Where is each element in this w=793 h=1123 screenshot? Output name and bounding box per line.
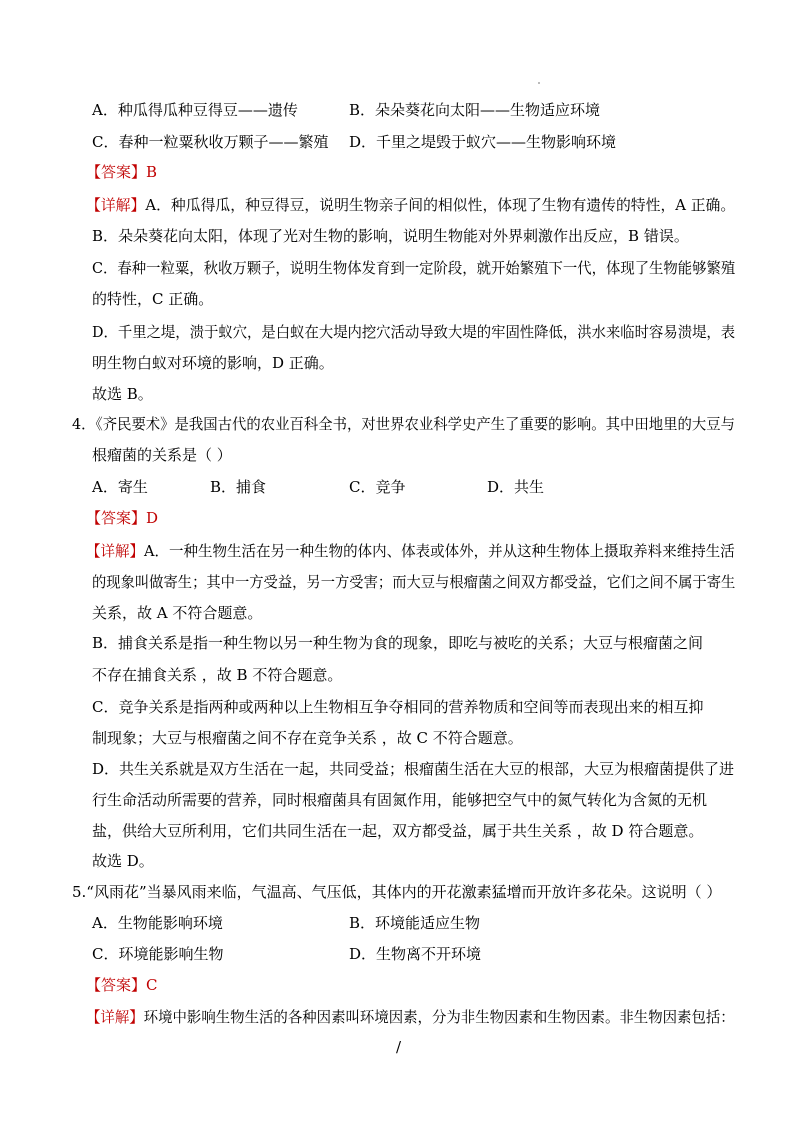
answer-label: 【答案】 — [86, 976, 147, 994]
q4-stem-line-1: 4．《齐民要术》是我国古代的农业百科全书，对世界农业科学史产生了重要的影响。其中田地里的大豆与 — [72, 415, 735, 433]
q5-stem: 5.“风雨花”当暴风雨来临，气温高、气压低，其体内的开花激素猛增而开放许多花朵。这说明（ ） — [72, 883, 722, 901]
q5-option-d: D．生物离不开环境 — [349, 945, 482, 963]
answer-value: C — [146, 976, 158, 994]
q4-explain-line-9: 行生命活动所需要的营养，同时根瘤菌具有固氮作用，能够把空气中的氮气转化为含氮的无机 — [92, 791, 708, 809]
q3-conclusion: 故选 B。 — [92, 385, 153, 403]
q3-option-c: C．春种一粒粟秋收万颗子——繁殖 — [92, 133, 329, 151]
q4-option-c: C．竞争 — [349, 478, 406, 496]
q3-explain-line-5: D．千里之堤，溃于蚁穴，是白蚁在大堤内挖穴活动导致大堤的牢固性降低，洪水来临时容易溃堤，表 — [92, 323, 736, 341]
q3-option-b: B．朵朵葵花向太阳——生物适应环境 — [349, 101, 601, 119]
q4-stem-line-2: 根瘤菌的关系是（ ） — [92, 446, 232, 464]
q3-explain-line-1 — [86, 195, 735, 215]
explain-text: A．种瓜得瓜，种豆得豆，说明生物亲子间的相似性，体现了生物有遗传的特性，A 正确。 — [145, 196, 736, 214]
q3-option-d: D．千里之堤毁于蚁穴——生物影响环境 — [349, 133, 617, 151]
q4-explain-line-5: 不存在捕食关系 ，故 B 不符合题意。 — [92, 666, 343, 684]
q3-option-a: A．种瓜得瓜种豆得豆——遗传 — [92, 101, 298, 119]
q4-explain-line-7: 制现象；大豆与根瘤菌之间不存在竞争关系 ，故 C 不符合题意。 — [92, 729, 523, 747]
explain-label: 【详解】 — [86, 196, 146, 214]
q5-option-b: B．环境能适应生物 — [349, 914, 481, 932]
q5-explain-line-1 — [86, 1007, 735, 1027]
explain-label: 【详解】 — [86, 542, 145, 560]
q4-option-b: B．捕食 — [210, 478, 267, 496]
q4-option-a: A．寄生 — [92, 478, 148, 496]
q3-explain-line-6: 明生物白蚁对环境的影响，D 正确。 — [92, 354, 334, 372]
q4-explain-line-1 — [86, 541, 735, 561]
q5-answer-line — [86, 975, 158, 995]
q4-explain-line-2: 的现象叫做寄生；其中一方受益，另一方受害；而大豆与根瘤菌之间双方都受益，它们之间不属于寄生 — [92, 573, 736, 591]
explain-label: 【详解】 — [86, 1008, 144, 1026]
answer-value: D — [146, 509, 159, 527]
q4-explain-line-8: D．共生关系就是双方生活在一起，共同受益；根瘤菌生活在大豆的根部，大豆为根瘤菌提供了进 — [92, 760, 735, 778]
q3-explain-line-3: C．春种一粒粟，秋收万颗子，说明生物体发育到一定阶段，就开始繁殖下一代，体现了生物能够繁殖 — [92, 259, 736, 277]
q3-explain-line-4: 的特性，C 正确。 — [92, 290, 214, 308]
explain-text: A．一种生物生活在另一种生物的体内、体表或体外，并从这种生物体上摄取养料来维持生活 — [144, 542, 735, 560]
answer-label: 【答案】 — [86, 509, 147, 527]
q3-answer-line — [86, 162, 157, 182]
scan-dot — [538, 82, 540, 84]
q4-explain-line-10: 盐，供给大豆所利用，它们共同生活在一起，双方都受益，属于共生关系 ，故 D 符合题意。 — [92, 822, 704, 840]
answer-value: B — [146, 163, 158, 181]
answer-label: 【答案】 — [86, 163, 147, 181]
q5-option-a: A．生物能影响环境 — [92, 914, 223, 932]
q4-explain-line-4: B．捕食关系是指一种生物以另一种生物为食的现象，即吃与被吃的关系；大豆与根瘤菌之间 — [92, 634, 704, 652]
q4-answer-line — [86, 508, 158, 528]
q4-explain-line-6: C．竞争关系是指两种或两种以上生物相互争夺相同的营养物质和空间等而表现出来的相互抑 — [92, 698, 704, 716]
q4-option-d: D．共生 — [487, 478, 545, 496]
q4-conclusion: 故选 D。 — [92, 852, 154, 870]
q4-explain-line-3: 关系，故 A 不符合题意。 — [92, 604, 263, 622]
page-number: / — [396, 1038, 402, 1056]
q5-option-c: C．环境能影响生物 — [92, 945, 224, 963]
q3-explain-line-2: B．朵朵葵花向太阳，体现了光对生物的影响，说明生物能对外界刺激作出反应，B 错误。 — [92, 227, 689, 245]
explain-text: 环境中影响生物生活的各种因素叫环境因素，分为非生物因素和生物因素。非生物因素包括： — [143, 1008, 735, 1026]
